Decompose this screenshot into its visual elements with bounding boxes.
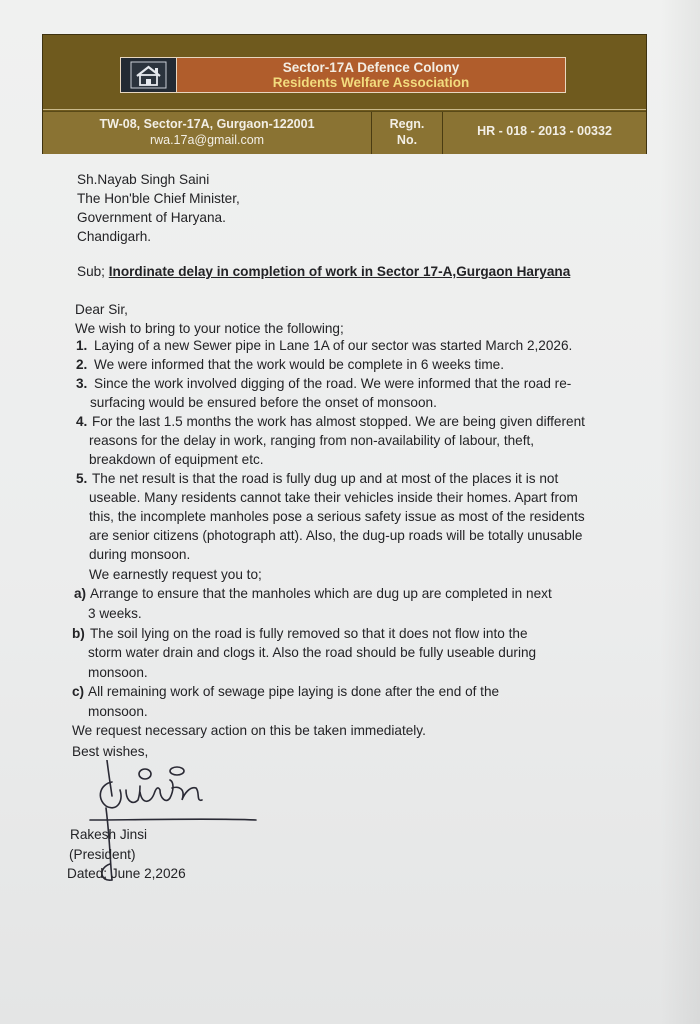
salutation: Dear Sir,: [75, 302, 128, 317]
point-text: are senior citizens (photograph att). Also, the dug-up roads will be totally unusable: [89, 528, 583, 543]
point-number: 1.: [76, 338, 88, 353]
point-text: Laying of a new Sewer pipe in Lane 1A of our sector was started March 2,2026.: [94, 338, 573, 353]
regn-label-1: Regn.: [389, 117, 425, 131]
addressee-city: Chandigarh.: [77, 229, 152, 244]
addressee-name: Sh.Nayab Singh Saini: [77, 172, 210, 187]
request-intro: We earnestly request you to;: [89, 567, 262, 582]
point-text: reasons for the delay in work, ranging from non-availability of labour, theft,: [89, 433, 535, 448]
addressee-government: Government of Haryana.: [77, 210, 226, 225]
rwa-name: [177, 60, 565, 90]
point-number: 4.: [76, 414, 88, 429]
request-letter: a): [74, 586, 87, 601]
point-text: during monsoon.: [89, 547, 191, 562]
request-text: 3 weeks.: [88, 606, 142, 621]
point-text: useable. Many residents cannot take their vehicles inside their homes. Apart from: [89, 490, 578, 505]
letterhead-info-row: [43, 111, 646, 154]
regn-label-2: No.: [396, 133, 418, 147]
subject-line: [77, 264, 570, 280]
rwa-name-line-2: Residents Welfare Association: [272, 75, 470, 90]
point-text: breakdown of equipment etc.: [89, 452, 264, 467]
point-number: 5.: [76, 471, 88, 486]
regn-label: [372, 116, 442, 148]
request-text: storm water drain and clogs it. Also the road should be fully useable during: [88, 645, 537, 660]
regn-number: HR - 018 - 2013 - 00332: [477, 124, 612, 138]
signatory-name: Rakesh Jinsi: [70, 827, 148, 842]
request-text: monsoon.: [88, 704, 148, 719]
point-text: Since the work involved digging of the road. We were informed that the road re-: [94, 376, 572, 391]
house-icon: [121, 58, 177, 92]
request-letter: c): [72, 684, 85, 699]
subject-text: Inordinate delay in completion of work in Sector 17-A,Gurgaon Haryana: [108, 264, 571, 279]
point-text: We were informed that the work would be complete in 6 weeks time.: [94, 357, 505, 372]
letterhead: [42, 34, 647, 154]
request-text: All remaining work of sewage pipe laying is done after the end of the: [88, 684, 500, 699]
point-number: 3.: [76, 376, 88, 391]
request-text: The soil lying on the road is fully removed so that it does not flow into the: [90, 626, 528, 641]
request-text: monsoon.: [88, 665, 148, 680]
point-text: For the last 1.5 months the work has almost stopped. We are being given different: [92, 414, 585, 429]
letterhead-divider: [43, 109, 646, 110]
point-text: surfacing would be ensured before the onset of monsoon.: [90, 395, 437, 410]
rwa-email: rwa.17a@gmail.com: [149, 133, 265, 147]
request-text: Arrange to ensure that the manholes which are dug up are completed in next: [90, 586, 552, 601]
best-wishes: Best wishes,: [72, 744, 149, 759]
rwa-address: TW-08, Sector-17A, Gurgaon-122001: [99, 117, 315, 131]
rwa-address-block: [43, 116, 371, 148]
addressee-designation: The Hon'ble Chief Minister,: [77, 191, 240, 206]
point-text: The net result is that the road is fully dug up and at most of the places it is not: [92, 471, 559, 486]
intro-text: We wish to bring to your notice the following;: [75, 321, 344, 336]
letterhead-title-box: [120, 57, 566, 93]
rwa-name-line-1: Sector-17A Defence Colony: [282, 60, 460, 75]
subject-prefix: Sub;: [77, 264, 105, 279]
paper-shadow: [660, 0, 700, 1024]
signatory-title: (President): [69, 847, 136, 862]
point-text: this, the incomplete manholes pose a serious safety issue as most of the residents: [89, 509, 585, 524]
closing-request: We request necessary action on this be taken immediately.: [72, 723, 426, 738]
point-number: 2.: [76, 357, 88, 372]
letter-date: Dated; June 2,2026: [67, 866, 186, 881]
request-letter: b): [72, 626, 85, 641]
